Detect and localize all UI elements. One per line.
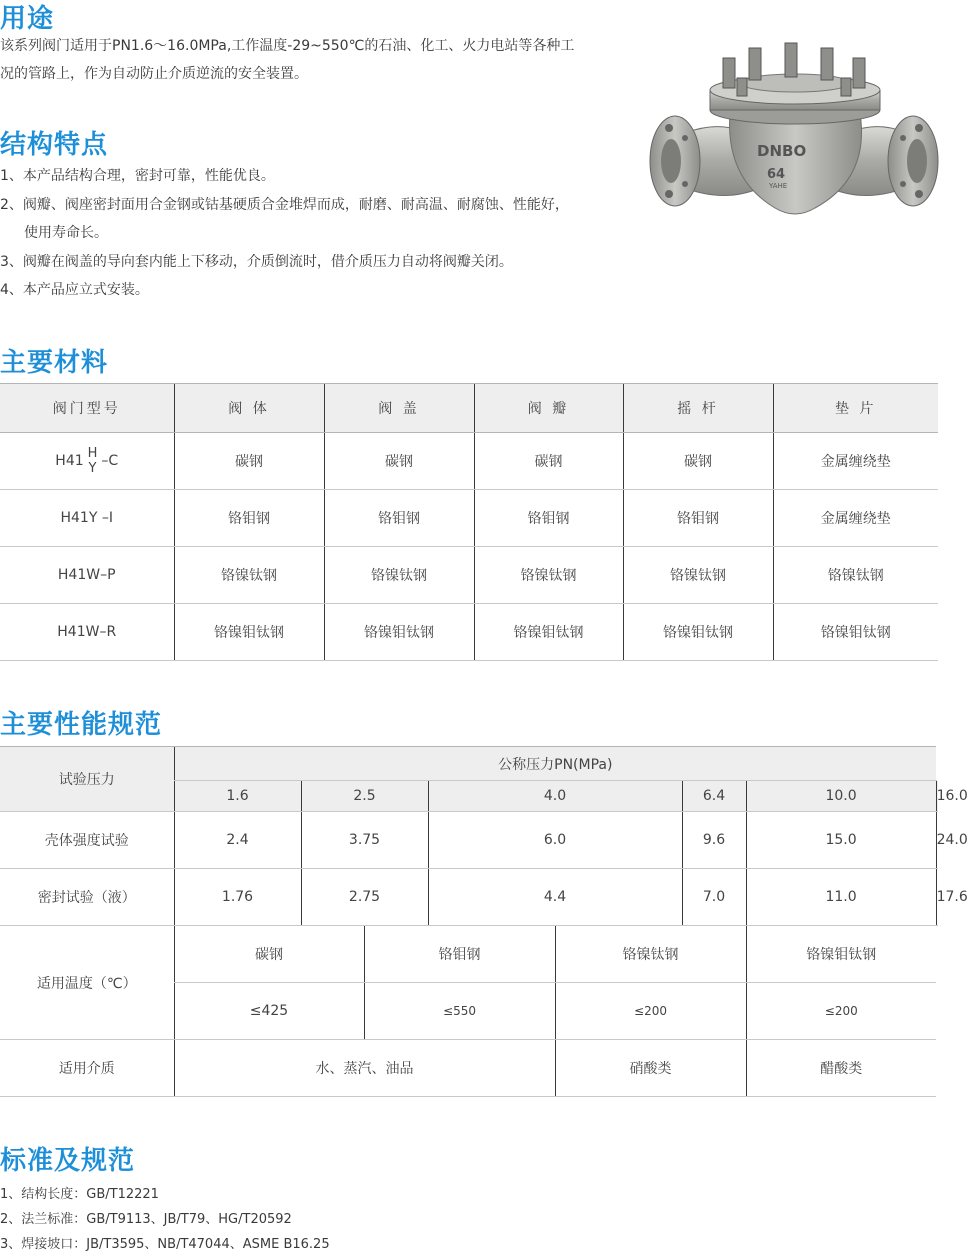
temp-material: 铬钼钢 [364,926,555,983]
table-header-row [0,747,938,781]
model-cell: H41Y –I [0,490,174,547]
value-cell: 9.6 [682,812,746,869]
table-row [0,490,938,547]
pn-value: 4.0 [428,781,682,812]
column-header: 垫 片 [773,384,938,433]
temp-limit: ≤550 [364,983,555,1040]
pn-value: 16.0 [936,781,938,812]
column-header: 阀 瓣 [474,384,623,433]
standard-item: 1、结构长度：GB/T12221 [0,1187,159,1202]
pn-value: 6.4 [682,781,746,812]
pn-value: 2.5 [301,781,428,812]
material-cell: 铬镍钼钛钢 [174,604,324,661]
feature-item: 3、阀瓣在阀盖的导向套内能上下移动，介质倒流时，借介质压力自动将阀瓣关闭。 [0,254,513,270]
table-row [0,1040,938,1097]
feature-item-text: 2、阀瓣、阀座密封面用合金钢或钴基硬质合金堆焊而成，耐磨、耐高温、耐腐蚀、性能好， [0,197,569,213]
table-header-row [0,384,938,433]
value-cell: 24.0 [936,812,938,869]
temp-material: 铬镍钛钢 [555,926,746,983]
standards-heading: 标准及规范 [0,1146,136,1176]
model-cell: H41W–R [0,604,174,661]
feature-item [0,191,569,247]
column-header: 阀门型号 [0,384,174,433]
nominal-pressure-header: 公称压力PN(MPa) [174,747,936,781]
value-cell: 2.4 [174,812,301,869]
model-bottom: Y [88,461,97,476]
value-cell: 15.0 [746,812,936,869]
temp-material: 碳钢 [174,926,364,983]
value-cell: 3.75 [301,812,428,869]
row-label: 适用温度（℃） [0,926,174,1040]
medium-cell: 醋酸类 [746,1040,936,1097]
material-cell: 铬钼钢 [174,490,324,547]
material-cell: 铬钼钢 [474,490,623,547]
table-row [0,869,938,926]
test-pressure-header: 试验压力 [0,747,174,812]
value-cell: 17.6 [936,869,938,926]
feature-item-continuation: 使用寿命长。 [24,225,108,241]
usage-line: 该系列阀门适用于PN1.6～16.0MPa,工作温度-29~550℃的石油、化工、火力电站等各种工 [0,38,575,54]
column-header: 摇 杆 [623,384,773,433]
standard-item: 3、焊接坡口：JB/T3595、NB/T47044、ASME B16.25 [0,1237,330,1252]
usage-paragraph [0,32,574,88]
material-cell: 铬镍钛钢 [623,547,773,604]
material-cell: 铬镍钛钢 [324,547,474,604]
medium-cell: 硝酸类 [555,1040,746,1097]
material-cell: 铬镍钛钢 [174,547,324,604]
valve-marking: YAHE [769,182,788,190]
materials-heading: 主要材料 [0,348,109,378]
model-cell: H41W–P [0,547,174,604]
value-cell: 6.0 [428,812,682,869]
temp-material: 铬镍钼钛钢 [746,926,936,983]
material-cell: 碳钢 [474,433,623,490]
row-label: 密封试验（液） [0,869,174,926]
model-suffix: –C [101,453,119,469]
valve-marking: DNBO [757,142,807,160]
temp-limit: ≤425 [174,983,364,1040]
value-cell: 2.75 [301,869,428,926]
value-cell: 4.4 [428,869,682,926]
temp-limit: ≤200 [746,983,936,1040]
feature-item: 4、本产品应立式安装。 [0,282,149,298]
material-cell: 金属缠绕垫 [773,490,938,547]
materials-table [0,383,938,661]
table-row [0,812,938,869]
material-cell: 碳钢 [623,433,773,490]
feature-item: 1、本产品结构合理，密封可靠，性能优良。 [0,168,275,184]
standard-item: 2、法兰标准：GB/T9113、JB/T79、HG/T20592 [0,1212,292,1227]
valve-photo [645,38,940,248]
pn-value: 1.6 [174,781,301,812]
model-stacked [88,446,98,476]
material-cell: 铬镍钼钛钢 [474,604,623,661]
table-row [0,547,938,604]
value-cell: 7.0 [682,869,746,926]
material-cell: 铬镍钼钛钢 [773,604,938,661]
temp-limit: ≤200 [555,983,746,1040]
material-cell: 铬钼钢 [623,490,773,547]
column-header: 阀 盖 [324,384,474,433]
column-header: 阀 体 [174,384,324,433]
material-cell: 铬镍钼钛钢 [623,604,773,661]
row-label: 壳体强度试验 [0,812,174,869]
table-row [0,433,938,490]
value-cell: 11.0 [746,869,936,926]
model-cell [0,433,174,490]
usage-heading: 用途 [0,4,55,34]
performance-heading: 主要性能规范 [0,710,163,740]
medium-cell: 水、蒸汽、油品 [174,1040,555,1097]
material-cell: 碳钢 [324,433,474,490]
material-cell: 金属缠绕垫 [773,433,938,490]
features-heading: 结构特点 [0,130,109,160]
material-cell: 碳钢 [174,433,324,490]
model-top: H [87,446,98,461]
material-cell: 铬镍钼钛钢 [324,604,474,661]
usage-line: 况的管路上，作为自动防止介质逆流的安全装置。 [0,66,308,82]
value-cell: 1.76 [174,869,301,926]
material-cell: 铬钼钢 [324,490,474,547]
table-row [0,604,938,661]
material-cell: 铬镍钛钢 [773,547,938,604]
row-label: 适用介质 [0,1040,174,1097]
table-row [0,926,938,983]
material-cell: 铬镍钛钢 [474,547,623,604]
model-prefix: H41 [55,453,84,469]
pn-value: 10.0 [746,781,936,812]
performance-table [0,746,968,1097]
valve-marking: 64 [767,167,786,182]
